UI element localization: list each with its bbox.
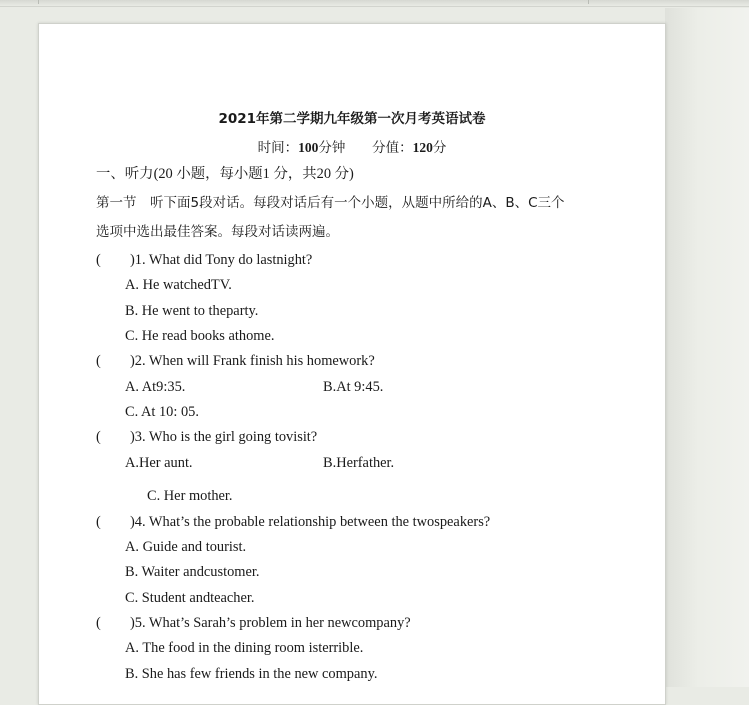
- question-5: )5. What’s Sarah’s problem in her newcompany?: [130, 615, 411, 631]
- q2-option-a: A. At9:35.: [125, 379, 186, 395]
- score-unit: 分: [432, 140, 447, 156]
- q3-option-a: A.Her aunt.: [125, 455, 193, 471]
- ruler-tick: [588, 0, 589, 4]
- question-1: )1. What did Tony do lastnight?: [130, 252, 313, 268]
- q3-option-c: C. Her mother.: [147, 488, 233, 504]
- time-unit: 分钟: [318, 140, 346, 156]
- answer-paren: (: [96, 615, 101, 631]
- ruler-tick: [38, 0, 39, 4]
- viewer-right-margin: [665, 8, 749, 687]
- q3-option-b: B.Herfather.: [323, 455, 395, 471]
- instruction-line-2: 选项中选出最佳答案。每段对话读两遍。: [96, 224, 339, 240]
- q1-option-b: B. He went to theparty.: [125, 303, 259, 319]
- q4-option-b: B. Waiter andcustomer.: [125, 564, 260, 580]
- exam-subtitle: [39, 136, 665, 156]
- q4-option-c: C. Student andteacher.: [125, 590, 255, 606]
- q1-option-a: A. He watchedTV.: [125, 277, 232, 293]
- time-label: 时间：: [257, 140, 299, 156]
- score-label: 分值：: [372, 140, 413, 156]
- time-value: 100: [298, 140, 319, 155]
- question-2: )2. When will Frank finish his homework?: [130, 353, 375, 369]
- q5-option-b: B. She has few friends in the new company.: [125, 666, 378, 682]
- section-heading: 一、听力(20 小题，每小题1 分，共20 分): [96, 166, 354, 182]
- question-4: )4. What’s the probable relationship between the twospeakers?: [130, 514, 491, 530]
- exam-title: 2021年第二学期九年级第一次月考英语试卷: [218, 111, 486, 127]
- answer-paren: (: [96, 252, 101, 268]
- window-top-bar: [0, 0, 749, 7]
- document-page[interactable]: [38, 23, 666, 705]
- q2-option-c: C. At 10: 05.: [125, 404, 199, 420]
- answer-paren: (: [96, 514, 101, 530]
- q2-option-b: B.At 9:45.: [323, 379, 384, 395]
- instruction-line-1: 第一节 听下面5段对话。每段对话后有一个小题，从题中所给的A、B、C三个: [96, 195, 565, 211]
- score-value: 120: [412, 140, 433, 155]
- answer-paren: (: [96, 353, 101, 369]
- q1-option-c: C. He read books athome.: [125, 328, 275, 344]
- q5-option-a: A. The food in the dining room isterrible.: [125, 640, 364, 656]
- q4-option-a: A. Guide and tourist.: [125, 539, 247, 555]
- answer-paren: (: [96, 429, 101, 445]
- question-3: )3. Who is the girl going tovisit?: [130, 429, 318, 445]
